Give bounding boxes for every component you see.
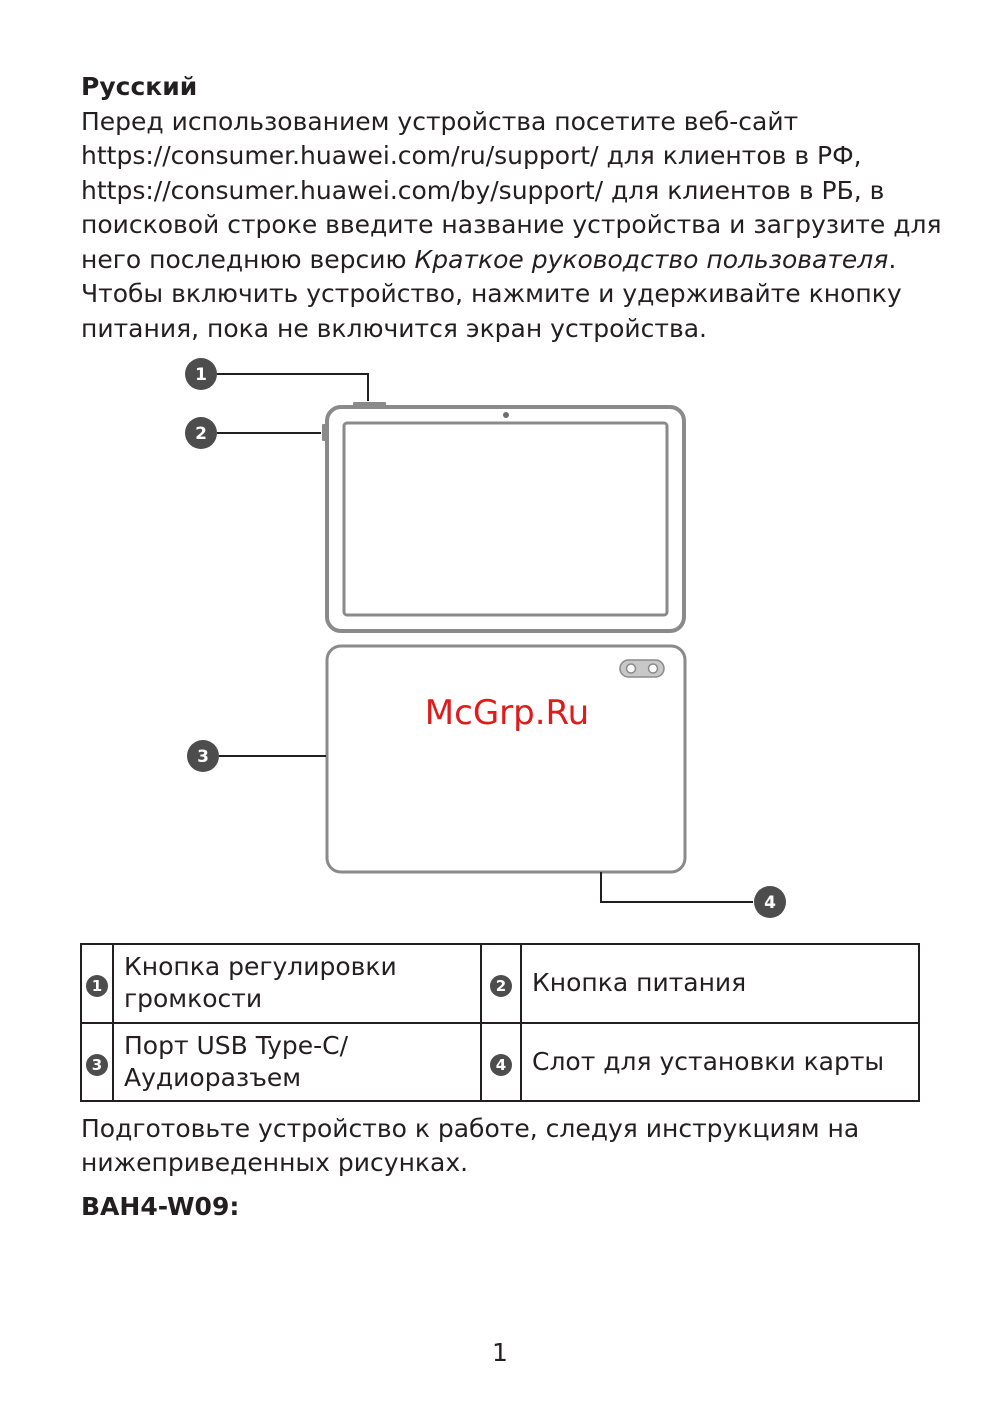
svg-text:3: 3 [197, 747, 209, 767]
svg-text:1: 1 [195, 365, 207, 385]
tablet-front [322, 402, 684, 631]
part-number-cell [481, 944, 521, 1023]
callout-4 [754, 886, 786, 918]
part-number-cell [81, 944, 113, 1023]
part-label: громкости [124, 984, 263, 1014]
intro-line-3: https://consumer.huawei.com/by/support/ для клиентов в РБ, в [81, 175, 885, 205]
part-label: Кнопка питания [532, 968, 747, 998]
section-heading: Русский [81, 72, 198, 101]
model-heading: BAH4-W09: [81, 1192, 240, 1221]
part-number-badge: 3 [86, 1054, 108, 1076]
table-row [81, 1023, 919, 1102]
svg-text:4: 4 [764, 893, 776, 913]
setup-text [81, 1112, 941, 1224]
part-label-cell [521, 944, 919, 1023]
intro-line-6: Чтобы включить устройство, нажмите и удерживайте кнопку [81, 279, 902, 308]
intro-line-4: поисковой строке введите название устройства и загрузите для [81, 210, 942, 239]
power-button [322, 424, 327, 441]
part-number-badge: 2 [490, 975, 512, 997]
intro-line-7: питания, пока не включится экран устройства. [81, 313, 707, 343]
part-number-cell [481, 1023, 521, 1102]
intro-line-5-suffix: . [888, 244, 897, 274]
part-label: Слот для установки карты [532, 1046, 885, 1076]
parts-table [80, 943, 920, 1102]
callout-2 [185, 417, 217, 449]
part-label-cell [113, 944, 481, 1023]
part-label-cell [521, 1023, 919, 1102]
intro-line-2: https://consumer.huawei.com/ru/support/ для клиентов в РФ, [81, 141, 862, 170]
intro-line-1: Перед использованием устройства посетите веб-сайт [81, 106, 799, 136]
setup-line-2: нижеприведенных рисунках. [81, 1148, 469, 1177]
tablet-diagram [0, 350, 1000, 920]
part-number-badge: 4 [490, 1054, 512, 1076]
page-number: 1 [492, 1338, 508, 1367]
table-row [81, 944, 919, 1023]
callout-1 [185, 358, 217, 390]
part-number-badge: 1 [86, 975, 108, 997]
intro-text [81, 70, 941, 346]
callout-3 [187, 740, 219, 772]
tablet-back [327, 646, 685, 872]
setup-line-1: Подготовьте устройство к работе, следуя инструкциям на [81, 1114, 860, 1143]
intro-line-5-prefix: него последнюю версию [81, 244, 415, 274]
part-label-cell [113, 1023, 481, 1102]
part-label: Кнопка регулировки [124, 952, 397, 982]
volume-button [353, 402, 386, 407]
intro-line-5 [81, 243, 941, 278]
guide-title: Краткое руководство пользователя [414, 244, 889, 274]
svg-text:2: 2 [195, 424, 207, 444]
part-label: Аудиоразъем [124, 1062, 302, 1092]
front-camera-icon [503, 412, 509, 418]
part-number-cell [81, 1023, 113, 1102]
part-label: Порт USB Type-C/ [124, 1030, 349, 1060]
watermark: McGrp.Ru [424, 693, 590, 733]
